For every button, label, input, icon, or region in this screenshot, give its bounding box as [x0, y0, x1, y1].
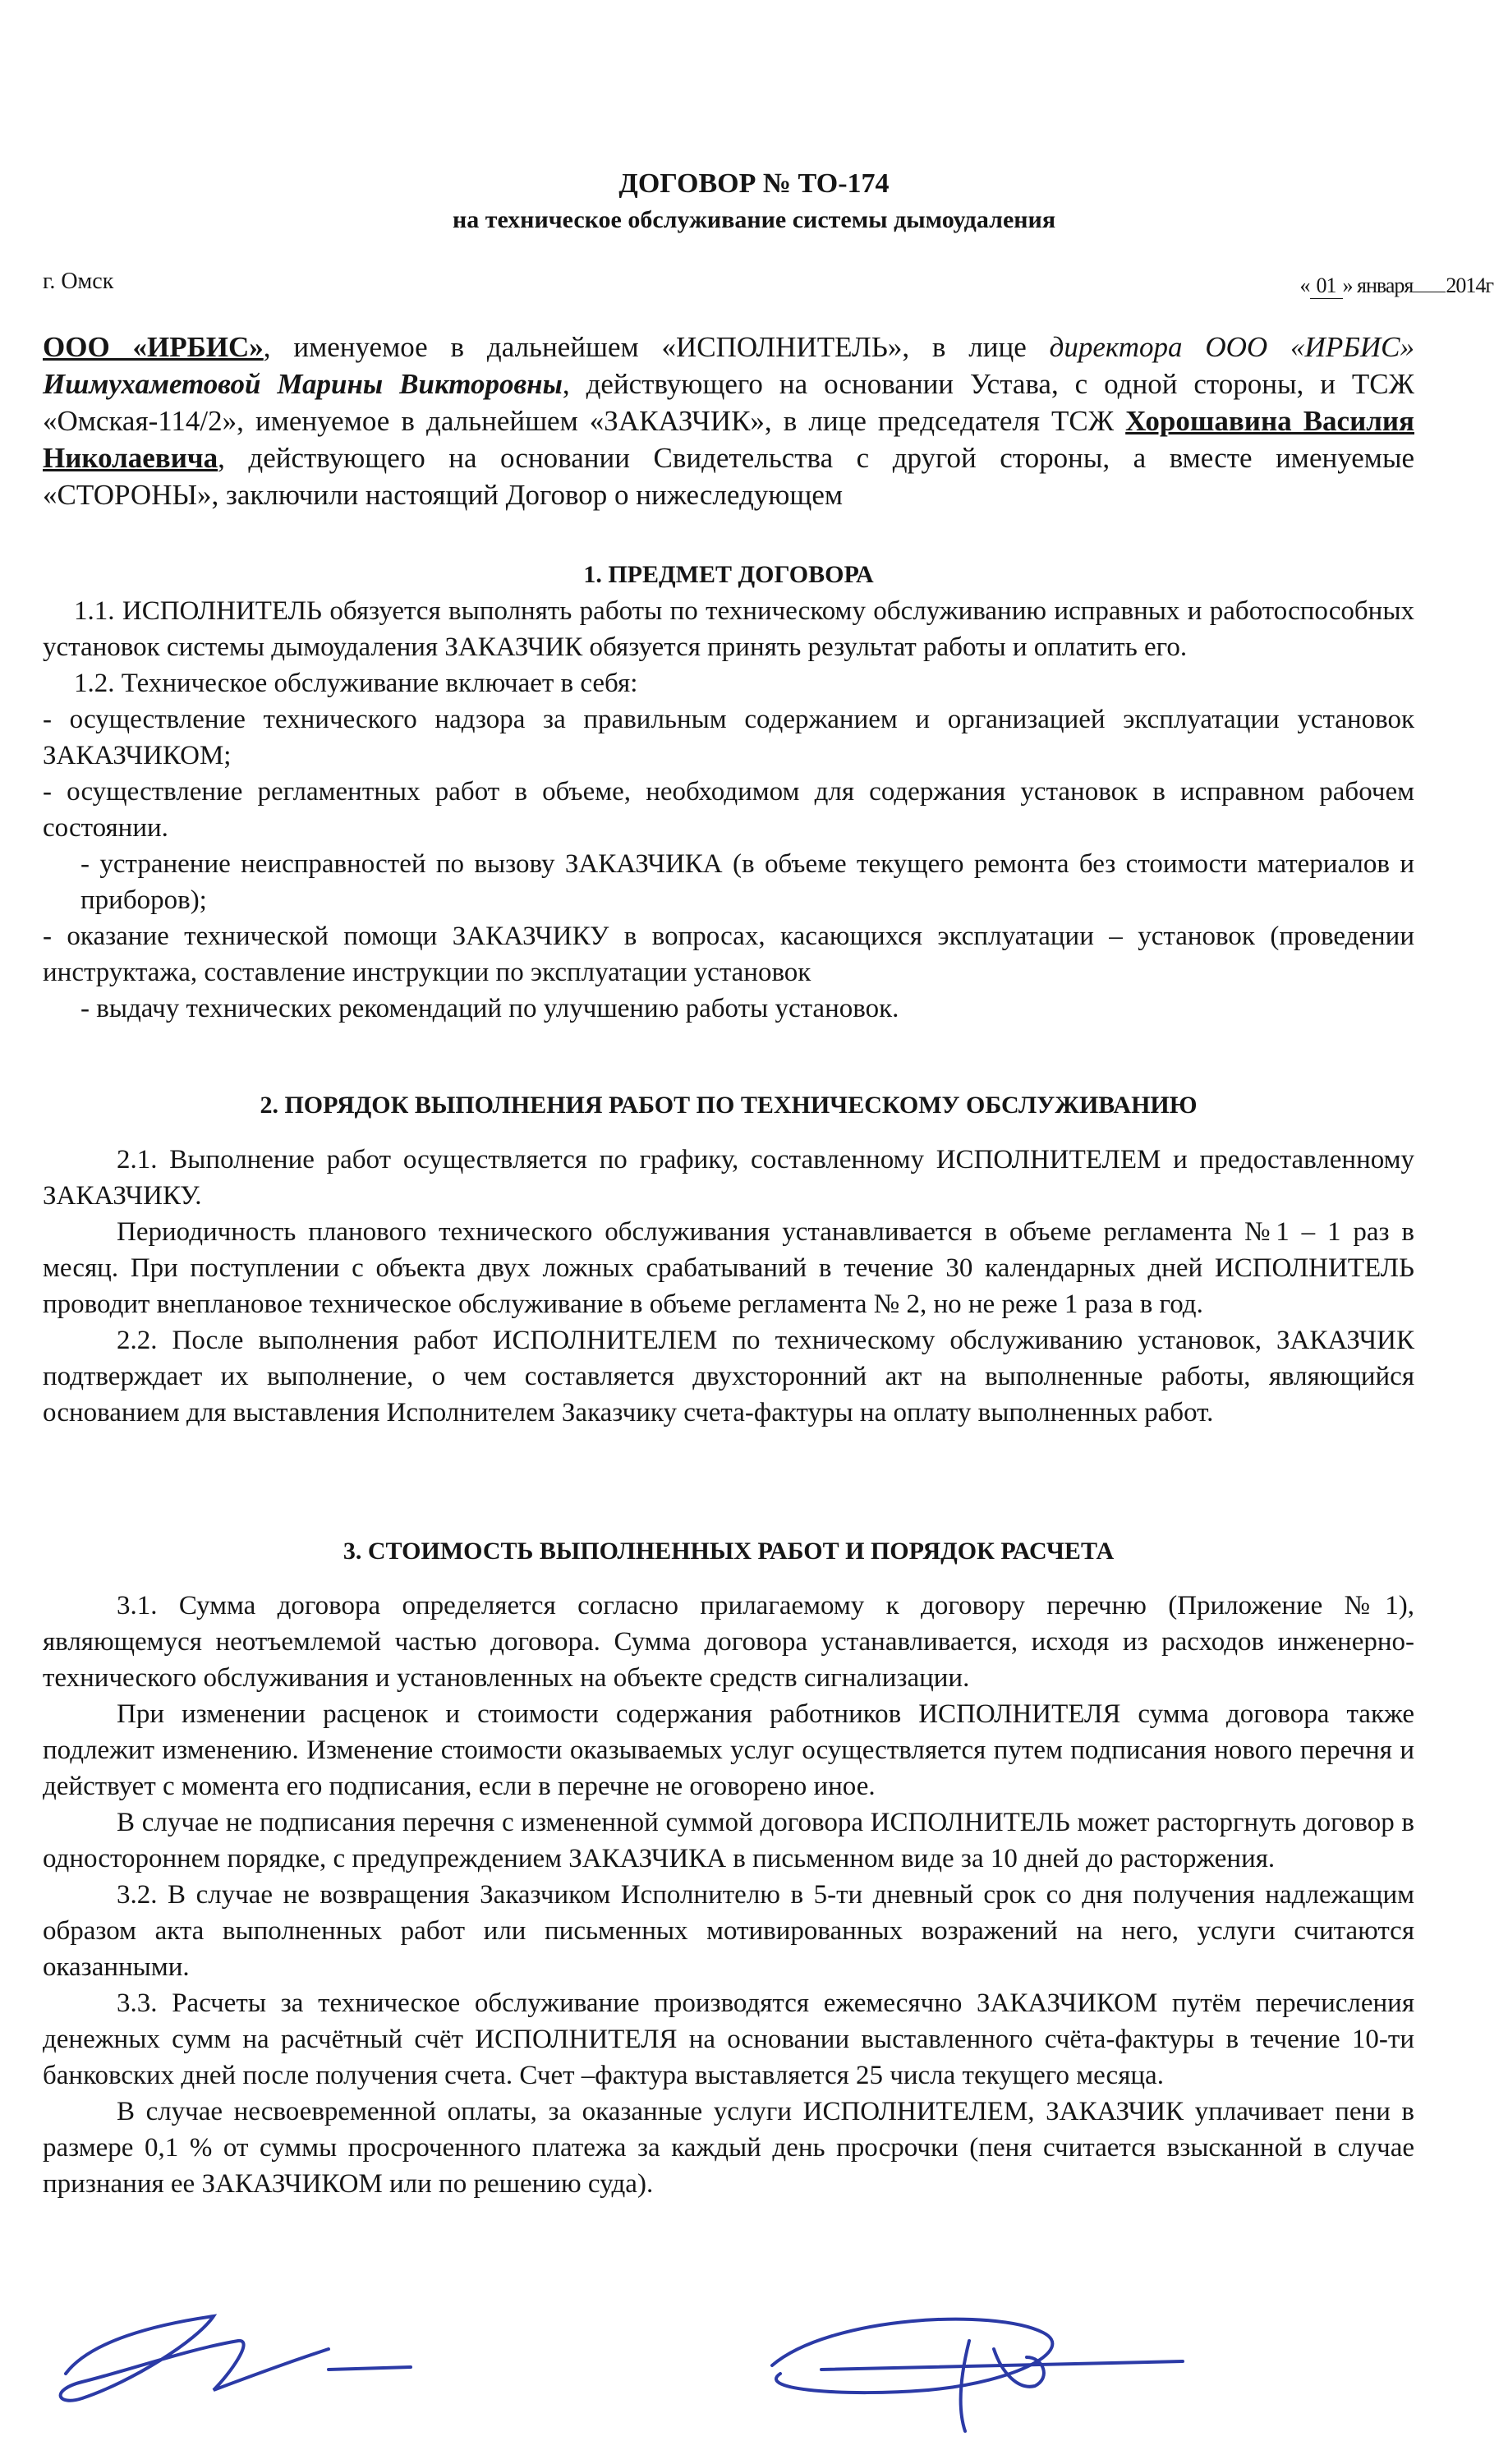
clause-2-periodicity: Периодичность планового технического обслуживания устанавливается в объеме регламента №1 – 1 раз в месяц. При поступлении с объекта двух ложных срабатываний в течение 30 календарных дней ИСПОЛНИТЕЛЬ проводит внеплановое техническое обслуживание в объеме регламента № 2, но не реже 1 раза в год. [43, 1217, 1414, 1319]
section-2-heading: 2. ПОРЯДОК ВЫПОЛНЕНИЯ РАБОТ ПО ТЕХНИЧЕСКОМУ ОБСЛУЖИВАНИЮ [260, 1092, 1198, 1119]
date-month: » января [1342, 274, 1414, 297]
list-item: - осуществление технического надзора за правильным содержанием и организацией эксплуатации установок ЗАКАЗЧИКОМ; [43, 705, 1414, 770]
section-1 [43, 557, 1414, 1027]
contract-date [1300, 274, 1493, 299]
preamble-text-1: , именуемое в дальнейшем «ИСПОЛНИТЕЛЬ», в лице [263, 331, 1050, 363]
section-3 [43, 1533, 1414, 2202]
list-item: - выдачу технических рекомендаций по улучшению работы установок. [80, 994, 899, 1023]
clause-1-2: 1.2. Техническое обслуживание включает в себя: [74, 669, 638, 698]
clause-1-1: 1.1. ИСПОЛНИТЕЛЬ обязуется выполнять работы по техническому обслуживанию исправных и работоспособных установок системы дымоудаления ЗАКАЗЧИК обязуется принять результат работы и оплатить его. [43, 596, 1414, 662]
preamble [43, 329, 1414, 513]
clause-2-2: 2.2. После выполнения работ ИСПОЛНИТЕЛЕМ по техническому обслуживанию установок, ЗАКАЗЧИК подтверждает их выполнение, о чем составляется двухсторонний акт на выполненные работы, являющийся основанием для выставления Исполнителем Заказчику счета-фактуры на оплату выполненных работ. [43, 1326, 1414, 1427]
list-item: - оказание технической помощи ЗАКАЗЧИКУ в вопросах, касающихся эксплуатации – установок (проведении инструктажа, составление инструкции по эксплуатации установок [43, 922, 1414, 987]
section-3-heading: 3. СТОИМОСТЬ ВЫПОЛНЕННЫХ РАБОТ И ПОРЯДОК РАСЧЕТА [343, 1538, 1115, 1565]
contract-subtitle: на техническое обслуживание системы дымоудаления [452, 206, 1056, 233]
contract-title: ДОГОВОР № ТО-174 [618, 168, 890, 199]
preamble-text-3: , действующего на основании Свидетельства с другой стороны, а вместе именуемые «СТОРОНЫ», заключили настоящий Договор о нижеследующем [43, 442, 1414, 511]
preamble-text-2: , действующего на основании Устава, с одной стороны, и ТСЖ «Омская-114/2», именуемое в дальнейшем «ЗАКАЗЧИК», в лице председателя ТСЖ [43, 368, 1414, 437]
clause-3-termination: В случае не подписания перечня с измененной суммой договора ИСПОЛНИТЕЛЬ может расторгнуть договор в одностороннем порядке, с предупреждением ЗАКАЗЧИКА в письменном виде за 10 дней до расторжения. [43, 1808, 1414, 1873]
section-1-heading: 1. ПРЕДМЕТ ДОГОВОРА [583, 561, 874, 588]
clause-3-3: 3.3. Расчеты за техническое обслуживание производятся ежемесячно ЗАКАЗЧИКОМ путём перечисления денежных сумм на расчётный счёт ИСПОЛНИТЕЛЯ на основании выставленного счёта-фактуры в течение 10-ти банковских дней после получения счета. Счет –фактура выставляется 25 числа текущего месяца. [43, 1988, 1414, 2090]
date-open: « [1299, 274, 1310, 297]
executor-org: ООО «ИРБИС» [43, 331, 264, 363]
clause-3-price-change: При изменении расценок и стоимости содержания работников ИСПОЛНИТЕЛЯ сумма договора также подлежит изменению. Изменение стоимости оказываемых услуг осуществляется путем подписания нового перечня и действует с момента его подписания, если в перечне не оговорено иное. [43, 1699, 1414, 1801]
date-day: 01 [1310, 274, 1343, 299]
clause-3-2: 3.2. В случае не возвращения Заказчиком Исполнителю в 5-ти дневный срок со дня получения надлежащим образом акта выполненных работ или письменных мотивированных возражений на него, услуги считаются оказанными. [43, 1880, 1414, 1982]
date-year: 2014г [1446, 274, 1493, 297]
list-item: - осуществление регламентных работ в объеме, необходимом для содержания установок в исправном рабочем состоянии. [43, 777, 1414, 843]
chair-name: Хорошавина Василия Николаевича [43, 405, 1414, 474]
director-title: директора ООО «ИРБИС» [1049, 331, 1414, 363]
preamble-paragraph [43, 329, 1414, 513]
executor-signature [33, 2292, 460, 2423]
clause-3-1: 3.1. Сумма договора определяется согласно прилагаемому к договору перечню (Приложение №1), являющемуся неотъемлемой частью договора. Сумма договора устанавливается, исходя из расходов инженерно-технического обслуживания и установленных на объекте средств сигнализации. [43, 1591, 1414, 1693]
customer-signature [723, 2292, 1232, 2448]
section-2 [43, 1087, 1414, 1431]
director-name: Ишмухаметовой Марины Викторовны [43, 368, 563, 400]
clause-3-penalty: В случае несвоевременной оплаты, за оказанные услуги ИСПОЛНИТЕЛЕМ, ЗАКАЗЧИК уплачивает пени в размере 0,1 % от суммы просроченного платежа за каждый день просрочки (пеня считается взысканной в случае признания ее ЗАКАЗЧИКОМ или по решению суда). [43, 2097, 1414, 2199]
clause-2-1: 2.1. Выполнение работ осуществляется по графику, составленному ИСПОЛНИТЕЛЕМ и предоставленному ЗАКАЗЧИКУ. [43, 1145, 1414, 1211]
list-item: - устранение неисправностей по вызову ЗАКАЗЧИКА (в объеме текущего ремонта без стоимости материалов и приборов); [80, 849, 1414, 915]
city: г. Омск [43, 269, 114, 294]
